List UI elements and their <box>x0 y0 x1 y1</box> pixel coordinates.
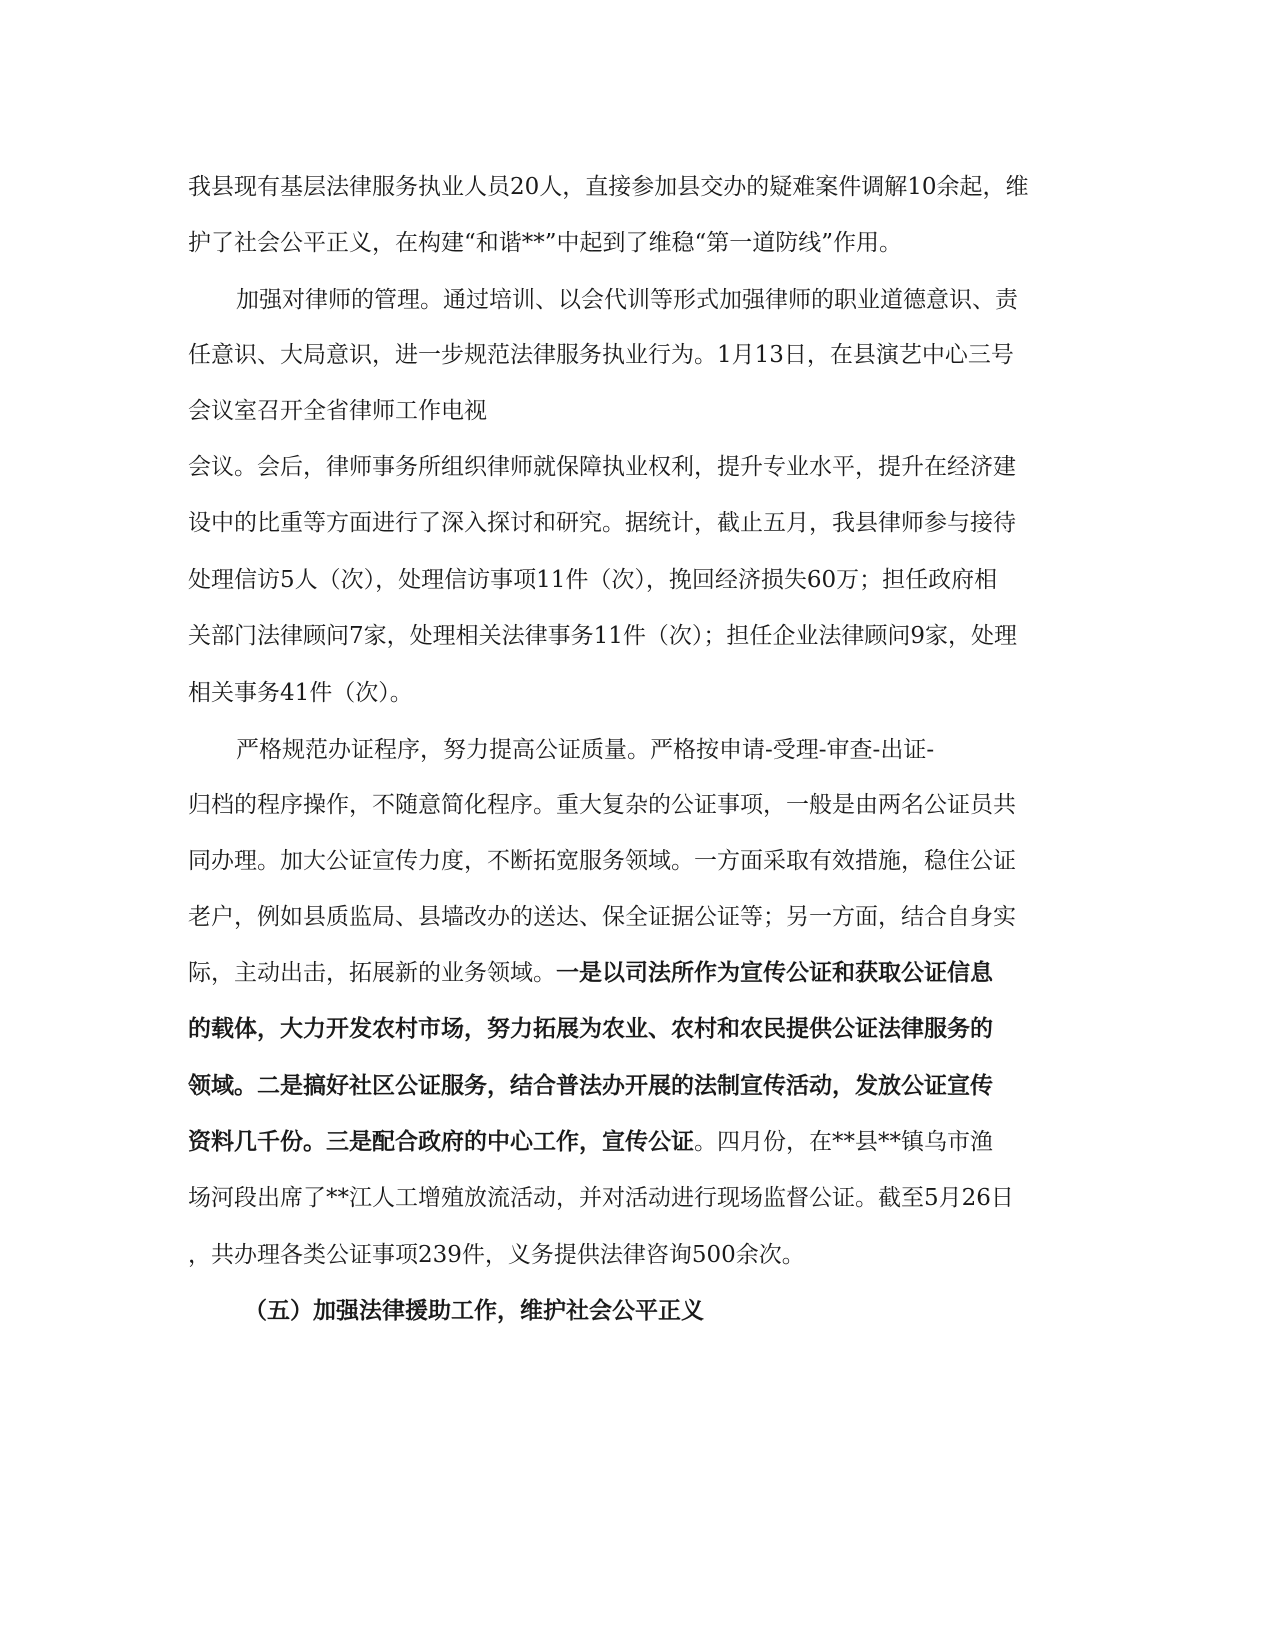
paragraph-1-line-1 <box>188 172 1088 202</box>
paragraph-3-line-3 <box>188 846 1088 876</box>
paragraph-2-line-3 <box>188 396 1088 426</box>
paragraph-3-line-10 <box>188 1240 1088 1270</box>
text-segment: 。四月份，在**县**镇乌市渔 <box>694 1129 993 1155</box>
paragraph-3-line-2 <box>188 790 1088 820</box>
text-segment: 归档的程序操作，不随意简化程序。重大复杂的公证事项，一般是由两名公证员共 <box>188 792 1016 818</box>
paragraph-2-line-8 <box>188 678 1088 708</box>
paragraph-3-line-6 <box>188 1014 1088 1044</box>
text-segment: 设中的比重等方面进行了深入探讨和研究。据统计，截止五月，我县律师参与接待 <box>188 510 1016 536</box>
paragraph-3-line-8 <box>188 1127 1088 1157</box>
paragraph-3-line-4 <box>188 902 1088 932</box>
text-segment: 同办理。加大公证宣传力度，不断拓宽服务领域。一方面采取有效措施，稳住公证 <box>188 848 1016 874</box>
text-segment: 关部门法律顾问7家，处理相关法律事务11件（次）；担任企业法律顾问9家，处理 <box>188 623 1018 649</box>
paragraph-2-line-6 <box>188 565 1088 595</box>
bold-text-segment: 的载体，大力开发农村市场，努力拓展为农业、农村和农民提供公证法律服务的 <box>188 1015 993 1042</box>
text-segment: 际，主动出击，拓展新的业务领域。 <box>188 960 556 986</box>
paragraph-2-line-1 <box>236 285 1136 315</box>
text-segment: 场河段出席了**江人工增殖放流活动，并对活动进行现场监督公证。截至5月26日 <box>188 1185 1014 1211</box>
text-segment: 严格规范办证程序，努力提高公证质量。严格按申请-受理-审查-出证- <box>236 737 935 763</box>
paragraph-3-line-7 <box>188 1071 1088 1101</box>
paragraph-3-line-9 <box>188 1183 1088 1213</box>
text-segment: 处理信访5人（次），处理信访事项11件（次），挽回经济损失60万；担任政府相 <box>188 567 998 593</box>
text-segment: 会议。会后，律师事务所组织律师就保障执业权利，提升专业水平，提升在经济建 <box>188 454 1016 480</box>
text-segment: 相关事务41件（次）。 <box>188 680 413 706</box>
bold-text-segment: 领域。二是搞好社区公证服务，结合普法办开展的法制宣传活动，发放公证宣传 <box>188 1072 993 1099</box>
bold-text-segment: 资料几千份。三是配合政府的中心工作，宣传公证 <box>188 1128 694 1155</box>
paragraph-2-line-4 <box>188 452 1088 482</box>
text-segment: 护了社会公平正义，在构建“和谐**”中起到了维稳“第一道防线”作用。 <box>188 230 903 256</box>
text-segment: 会议室召开全省律师工作电视 <box>188 398 487 424</box>
paragraph-2-line-5 <box>188 508 1088 538</box>
text-segment: 老户，例如县质监局、县墙改办的送达、保全证据公证等；另一方面，结合自身实 <box>188 904 1016 930</box>
paragraph-2-line-7 <box>188 621 1088 651</box>
bold-text-segment: 一是以司法所作为宣传公证和获取公证信息 <box>556 959 993 986</box>
paragraph-2-line-2 <box>188 340 1088 370</box>
text-segment: 加强对律师的管理。通过培训、以会代训等形式加强律师的职业道德意识、责 <box>236 287 1018 313</box>
section-heading-text: （五）加强法律援助工作，维护社会公平正义 <box>244 1297 704 1324</box>
section-heading <box>244 1296 1144 1326</box>
text-segment: 我县现有基层法律服务执业人员20人，直接参加县交办的疑难案件调解10余起，维 <box>188 174 1029 200</box>
text-segment: 任意识、大局意识，进一步规范法律服务执业行为。1月13日，在县演艺中心三号 <box>188 342 1014 368</box>
paragraph-3-line-1 <box>236 735 1136 765</box>
paragraph-3-line-5 <box>188 958 1088 988</box>
text-segment: ，共办理各类公证事项239件，义务提供法律咨询500余次。 <box>188 1242 805 1268</box>
paragraph-1-line-2 <box>188 228 1088 258</box>
